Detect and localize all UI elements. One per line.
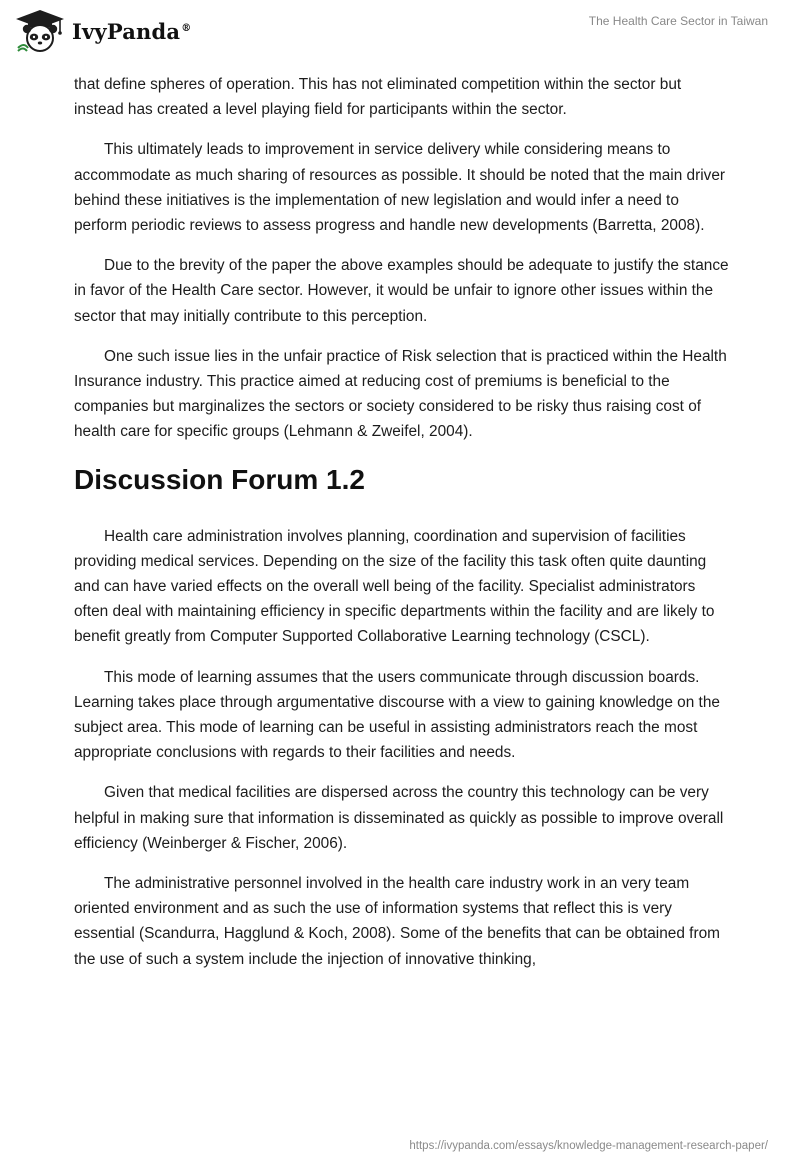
logo[interactable]: [14, 8, 191, 54]
section-heading: Discussion Forum 1.2: [74, 463, 365, 495]
paragraph: that define spheres of operation. This has not eliminated competition within the sector but instead has created a level playing field for participants within the sector.: [74, 76, 682, 119]
paragraph: Due to the brevity of the paper the above examples should be adequate to justify the stance in favor of the Health Care sector. However, it would be unfair to ignore other issues within the sector that may initially contribute to this perception.: [74, 257, 729, 325]
brand-name: IvyPanda®: [72, 18, 192, 44]
paragraph: This mode of learning assumes that the users communicate through discussion boards. Learning takes place through argumentative discourse with a view to gaining knowledge on the subject area. This mode of learning can be useful in assisting administrators reach the most appropriate conclusions with regards to their facilities and needs.: [74, 668, 720, 762]
document-title: The Health Care Sector in Taiwan: [588, 14, 768, 28]
paragraph: This ultimately leads to improvement in service delivery while considering means to accommodate as much sharing of resources as possible. It should be noted that the main driver behind these initiatives is the implementation of new legislation and would infer a need to perform periodic reviews to assess progress and handle new developments (Barretta, 2008).: [74, 141, 726, 235]
page-header: [0, 0, 800, 70]
paragraph: Given that medical facilities are dispersed across the country this technology can be very helpful in making sure that information is disseminated as quickly as possible to improve overall efficiency (Weinberger & Fischer, 2006).: [74, 784, 724, 852]
paragraph: One such issue lies in the unfair practice of Risk selection that is practiced within the Health Insurance industry. This practice aimed at reducing cost of premiums is beneficial to the companies but marginalizes the sectors or society considered to be risky thus raising cost of health care for specific groups (Lehmann & Zweifel, 2004).: [74, 347, 727, 441]
paragraph: Health care administration involves planning, coordination and supervision of facilities providing medical services. Depending on the size of the facility this task often quite daunting and can have varied effects on the overall well being of the facility. Specialist administrators often deal with maintaining efficiency in specific departments within the facility and are likely to benefit greatly from Computer Supported Collaborative Learning technology (CSCL).: [74, 527, 715, 646]
essay-body: [74, 72, 730, 987]
panda-graduate-icon: [14, 8, 66, 54]
registered-mark: ®: [181, 22, 192, 34]
paragraph: The administrative personnel involved in the health care industry work in an very team oriented environment and as such the use of information systems that reflect this is very essential (Scandurra, Hagglund & Koch, 2008). Some of the benefits that can be obtained from the use of such a system include the injection of innovative thinking,: [74, 875, 720, 968]
source-url[interactable]: https://ivypanda.com/essays/knowledge-management-research-paper/: [409, 1140, 768, 1152]
